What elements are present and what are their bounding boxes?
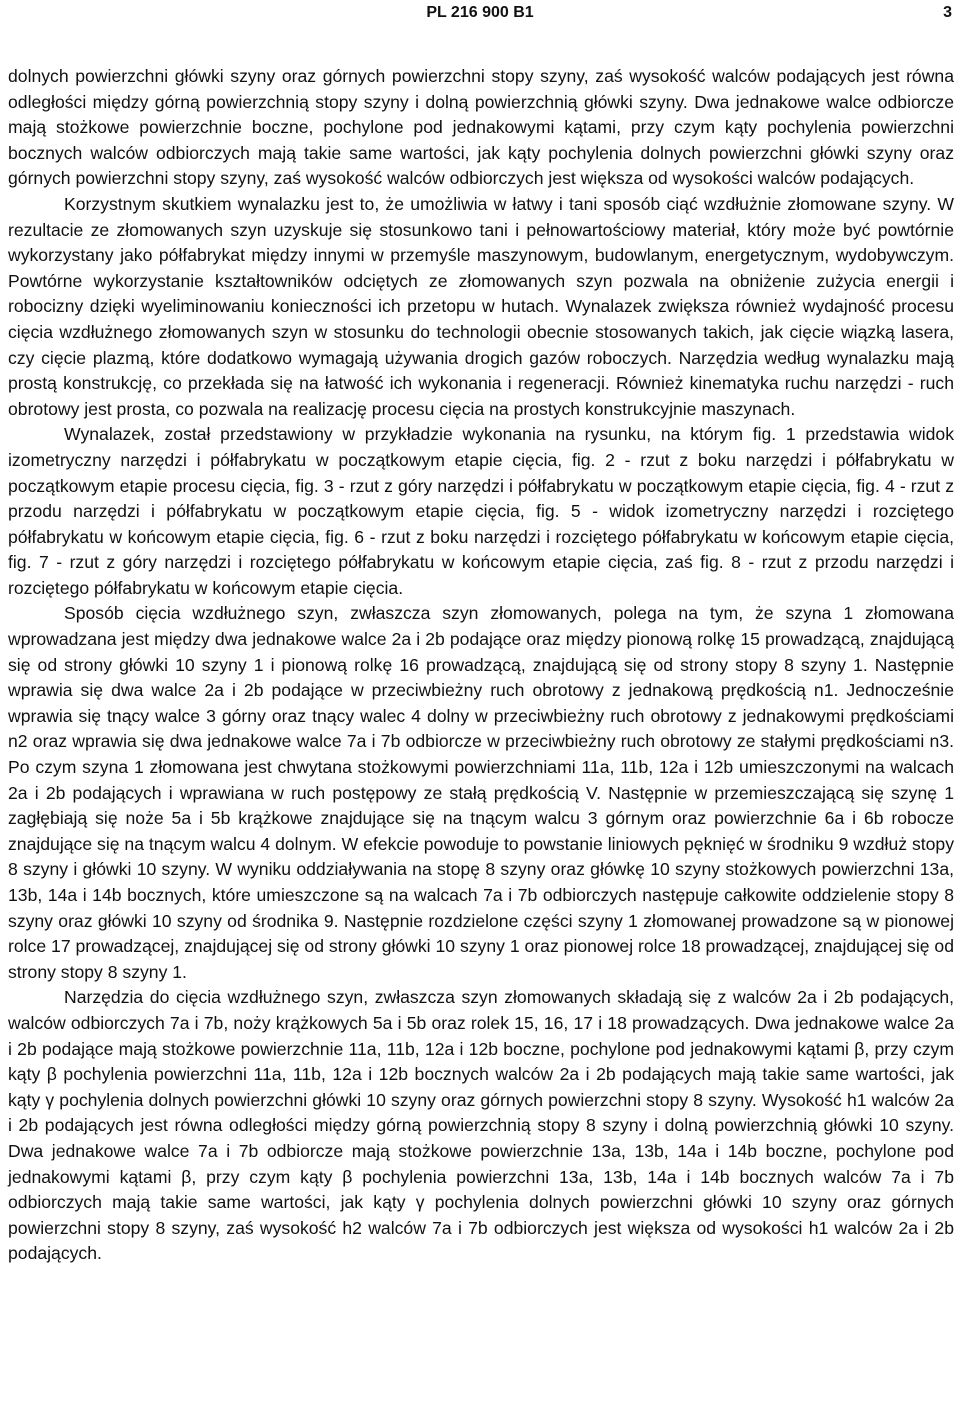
document-body — [8, 64, 954, 1267]
page-header — [0, 0, 960, 30]
paragraph: Narzędzia do cięcia wzdłużnego szyn, zwłaszcza szyn złomowanych składają się z walców 2a i 2b podających, walców odbiorczych 7a i 7b, noży krążkowych 5a i 5b oraz rolek 15, 16, 17 i 18 prowadzących. Dwa jednakowe walce 2a i 2b podające mają stożkowe powierzchnie 11a, 11b, 12a i 12b boczne, pochylone pod jednakowymi kątami β, przy czym kąty β pochylenia powierzchni 11a, 11b, 12a i 12b bocznych walców 2a i 2b podających mają takie same wartości, jak kąty γ pochylenia dolnych powierzchni główki 10 szyny oraz górnych powierzchni stopy 8 szyny. Wysokość h1 walców 2a i 2b podających jest równa odległości między górną powierzchnią stopy 8 szyny i dolną powierzchnią główki 10 szyny. Dwa jednakowe walce 7a i 7b odbiorcze mają stożkowe powierzchnie 13a, 13b, 14a i 14b boczne, pochylone pod jednakowymi kątami β, przy czym kąty β pochylenia powierzchni 13a, 13b, 14a i 14b bocznych walców 7a i 7b odbiorczych mają takie same wartości, jak kąty γ pochylenia dolnych powierzchni główki 10 szyny oraz górnych powierzchni stopy 8 szyny, zaś wysokość h2 walców 7a i 7b odbiorczych jest większa od wysokości h1 walców 2a i 2b podających. — [8, 987, 954, 1264]
paragraph: dolnych powierzchni główki szyny oraz górnych powierzchni stopy szyny, zaś wysokość walców podających jest równa odległości między górną powierzchnią stopy szyny i dolną powierzchnią główki szyny. Dwa jednakowe walce odbiorcze mają stożkowe powierzchnie boczne, pochylone pod jednakowymi kątami, przy czym kąty pochylenia powierzchni bocznych walców odbiorczych mają takie same wartości, jak kąty pochylenia dolnych powierzchni główki szyny oraz górnych powierzchni stopy szyny, zaś wysokość walców odbiorczych jest większa od wysokości walców podających. — [8, 66, 954, 189]
paragraph: Sposób cięcia wzdłużnego szyn, zwłaszcza szyn złomowanych, polega na tym, że szyna 1 złomowana wprowadzana jest między dwa jednakowe walce 2a i 2b podające oraz między pionową rolkę 15 prowadzącą, znajdującą się od strony główki 10 szyny 1 i pionową rolkę 16 prowadzącą, znajdującą się od strony stopy 8 szyny 1. Następnie wprawia się dwa walce 2a i 2b podające w przeciwbieżny ruch obrotowy z jednakową prędkością n1. Jednocześnie wprawia się tnący walce 3 górny oraz tnący walec 4 dolny w przeciwbieżny ruch obrotowy z jednakowymi prędkościami n2 oraz wprawia się dwa jednakowe walce 7a i 7b odbiorcze w przeciwbieżny ruch obrotowy ze stałymi prędkościami n3. Po czym szyna 1 złomowana jest chwytana stożkowymi powierzchniami 11a, 11b, 12a i 12b umieszczonymi na walcach 2a i 2b podających i wprawiana w ruch postępowy ze stałą prędkością V. Następnie w przemieszczającą się szynę 1 zagłębiają się noże 5a i 5b krążkowe znajdujące się na tnącym walcu 3 górnym oraz powierzchnie 6a i 6b robocze znajdujące się na tnącym walcu 4 dolnym. W efekcie powoduje to powstanie liniowych pęknięć w środniku 9 wzdłuż stopy 8 szyny i główki 10 szyny. W wyniku oddziaływania na stopę 8 szyny oraz główkę 10 szyny stożkowych powierzchni 13a, 13b, 14a i 14b bocznych, które umieszczone są na walcach 7a i 7b odbiorczych następuje całkowite oddzielenie stopy 8 szyny oraz główki 10 szyny od środnika 9. Następnie rozdzielone części szyny 1 złomowanej prowadzone są w pionowej rolce 17 prowadzącej, znajdującej się od strony główki 10 szyny 1 oraz pionowej rolce 18 prowadzącej, znajdującej się od strony stopy 8 szyny 1. — [8, 603, 954, 982]
paragraph: Korzystnym skutkiem wynalazku jest to, że umożliwia w łatwy i tani sposób ciąć wzdłużnie złomowane szyny. W rezultacie ze złomowanych szyn uzyskuje się stosunkowo tani i pełnowartościowy materiał, który może być powtórnie wykorzystany jako półfabrykat między innymi w przemyśle maszynowym, budowlanym, energetycznym, wydobywczym. Powtórne wykorzystanie kształtowników odciętych ze złomowanych szyn pozwala na obniżenie zużycia energii i robocizny dzięki wyeliminowaniu konieczności ich przetopu w hutach. Wynalazek zwiększa również wydajność procesu cięcia wzdłużnego złomowanych szyn w stosunku do technologii obecnie stosowanych takich, jak cięcie wiązką lasera, czy cięcie plazmą, które dodatkowo wymagają używania drogich gazów roboczych. Narzędzia według wynalazku mają prostą konstrukcję, co przekłada się na łatwość ich wykonania i regeneracji. Również kinematyka ruchu narzędzi - ruch obrotowy jest prosta, co pozwala na realizację procesu cięcia na prostych konstrukcyjnie maszynach. — [8, 193, 954, 419]
page-number: 3 — [943, 4, 952, 21]
patent-number: PL 216 900 B1 — [426, 4, 534, 21]
paragraph: Wynalazek, został przedstawiony w przykładzie wykonania na rysunku, na którym fig. 1 przedstawia widok izometryczny narzędzi i półfabrykatu w początkowym etapie cięcia, fig. 2 - rzut z boku narzędzi i półfabrykatu w początkowym etapie procesu cięcia, fig. 3 - rzut z góry narzędzi i półfabrykatu w początkowym etapie cięcia, fig. 4 - rzut z przodu narzędzi i półfabrykatu w początkowym etapie cięcia, fig. 5 - widok izometryczny narzędzi i rozciętego półfabrykatu w końcowym etapie cięcia, fig. 6 - rzut z boku narzędzi i rozciętego półfabrykatu w końcowym etapie cięcia, fig. 7 - rzut z góry narzędzi i rozciętego półfabrykatu w końcowym etapie cięcia, zaś fig. 8 - rzut z przodu narzędzi i rozciętego półfabrykatu w końcowym etapie cięcia. — [8, 424, 954, 598]
